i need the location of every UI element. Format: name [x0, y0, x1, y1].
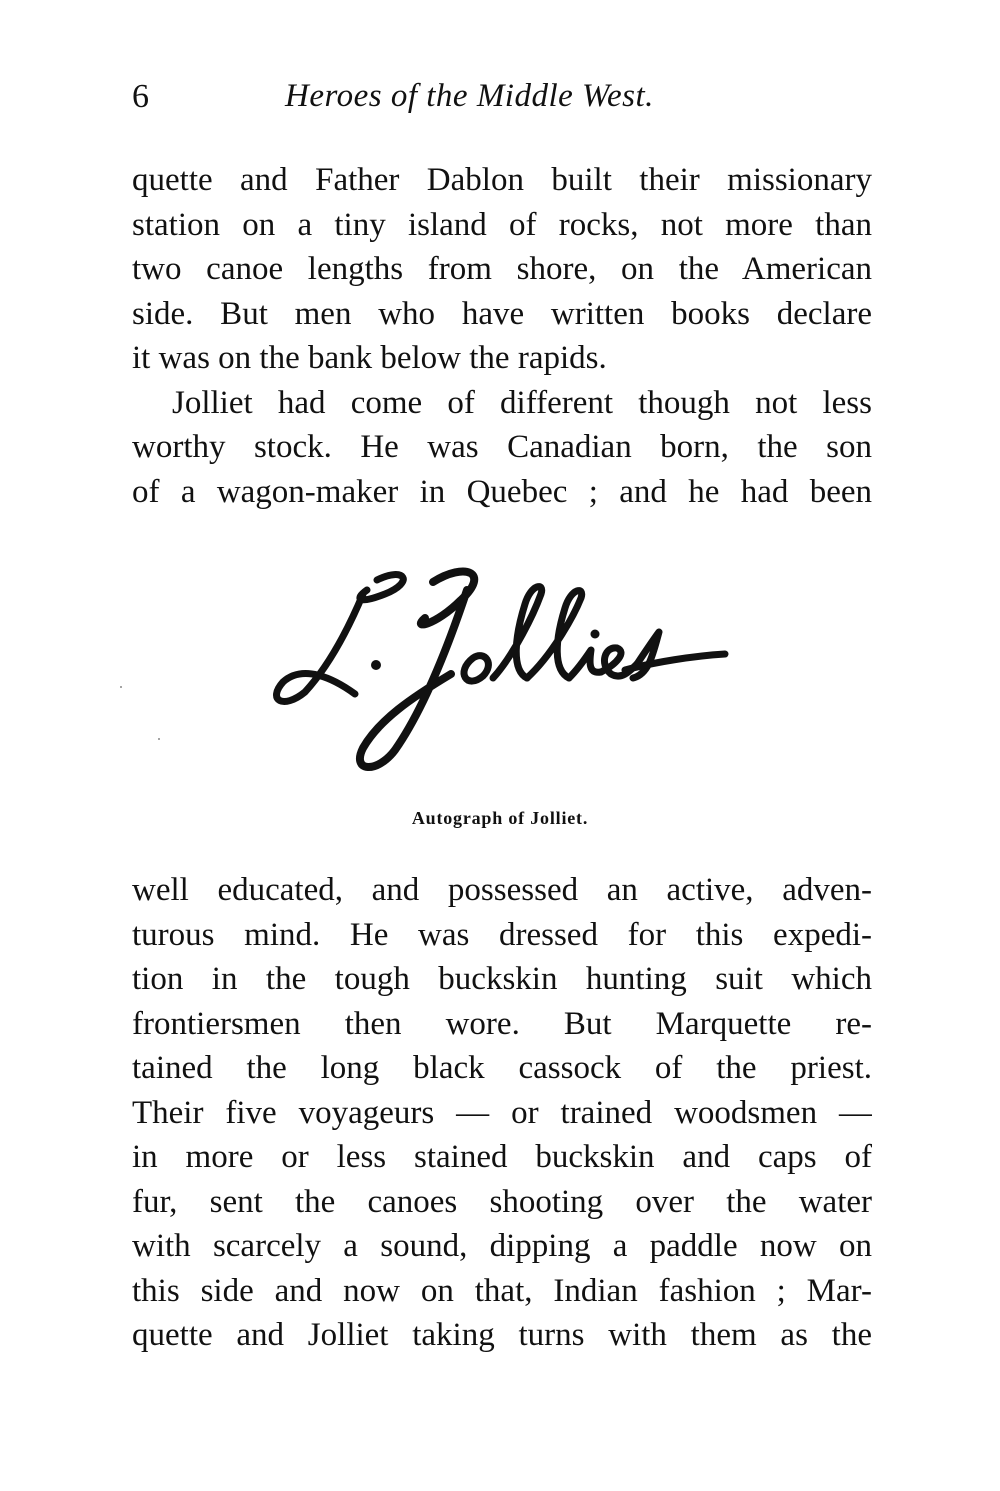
text-line: well educated, and possessed an active, adven- [132, 872, 872, 908]
text-line: tion in the tough buckskin hunting suit which [132, 961, 872, 997]
text-line: in more or less stained buckskin and caps of [132, 1139, 872, 1175]
text-line: quette and Father Dablon built their missionary [132, 162, 872, 198]
text-line: side. But men who have written books declare [132, 295, 872, 332]
signature-drawing [255, 560, 745, 780]
text-line: station on a tiny island of rocks, not more than [132, 206, 872, 243]
text-line: tained the long black cassock of the priest. [132, 1050, 872, 1086]
lower-text-block [132, 868, 872, 1358]
text-line: of a wagon-maker in Quebec ; and he had been [132, 473, 872, 510]
running-title: Heroes of the Middle West. [285, 78, 654, 114]
page-number: 6 [132, 78, 149, 115]
jolliet-autograph [255, 560, 745, 780]
text-line: Jolliet had come of different though not less [172, 384, 872, 421]
text-line: this side and now on that, Indian fashion ; Mar- [132, 1272, 872, 1309]
text-line: worthy stock. He was Canadian born, the son [132, 429, 872, 465]
text-line: two canoe lengths from shore, on the American [132, 251, 872, 287]
text-line: it was on the bank below the rapids. [132, 340, 607, 376]
text-line: turous mind. He was dressed for this expedi- [132, 916, 872, 953]
page-header [132, 78, 872, 128]
text-line: quette and Jolliet taking turns with them as the [132, 1317, 872, 1353]
paper-speck [120, 686, 122, 688]
paper-speck [158, 738, 160, 740]
text-line: with scarcely a sound, dipping a paddle now on [132, 1228, 872, 1264]
text-line: fur, sent the canoes shooting over the water [132, 1183, 872, 1220]
text-line: frontiersmen then wore. But Marquette re- [132, 1005, 872, 1042]
text-line: Their five voyageurs — or trained woodsmen — [132, 1094, 872, 1131]
autograph-caption: Autograph of Jolliet. [411, 808, 589, 828]
upper-text-block [132, 158, 872, 514]
